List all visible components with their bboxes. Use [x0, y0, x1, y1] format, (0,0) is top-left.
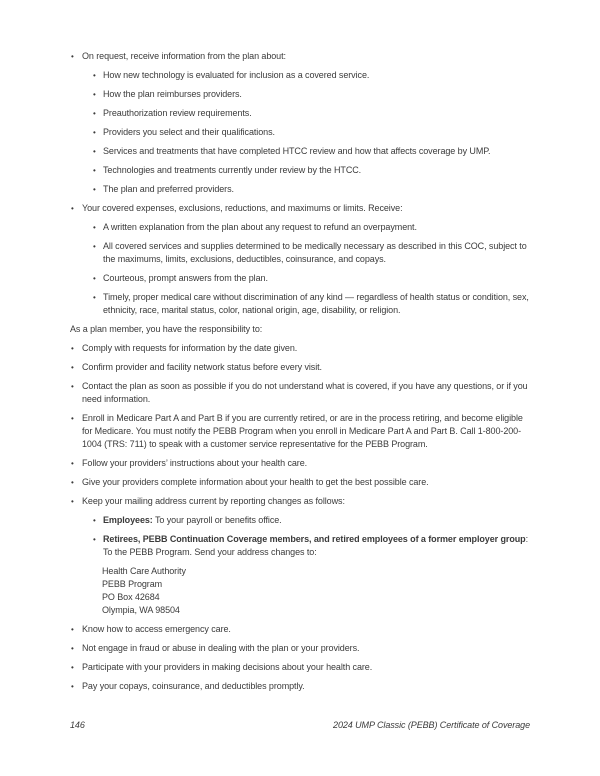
- bullet-icon: •: [71, 625, 74, 634]
- bullet-icon: •: [71, 382, 74, 391]
- list-item-text: The plan and preferred providers.: [103, 184, 234, 194]
- list-item-text: Give your providers complete information about your health to get the best possible care.: [82, 477, 429, 487]
- bullet-icon: •: [71, 414, 74, 423]
- bullet-icon: •: [93, 223, 96, 232]
- list-item-text: : To the PEBB Program. Send your address changes to:: [103, 534, 529, 557]
- bullet-icon: •: [93, 516, 96, 525]
- bullet-icon: •: [71, 497, 74, 506]
- list-item-text: On request, receive information from the plan about:: [82, 51, 286, 61]
- list-item: [92, 240, 530, 266]
- list-item-retirees: [92, 533, 530, 559]
- list-item-text: How new technology is evaluated for inclusion as a covered service.: [103, 70, 370, 80]
- bullet-icon: •: [71, 344, 74, 353]
- list-item-text: How the plan reimburses providers.: [103, 89, 242, 99]
- page-footer: [70, 719, 530, 732]
- list-item-not-engage: [70, 642, 530, 655]
- bullet-icon: •: [71, 682, 74, 691]
- list-item-text: Know how to access emergency care.: [82, 624, 231, 634]
- list-item-text: Technologies and treatments currently under review by the HTCC.: [103, 165, 362, 175]
- list-item-keep-address: [70, 495, 530, 508]
- bullet-icon: •: [93, 90, 96, 99]
- list-item: [92, 221, 530, 234]
- list-item: [92, 164, 530, 177]
- list-item-text: Services and treatments that have completed HTCC review and how that affects coverage by UMP.: [103, 146, 491, 156]
- list-item-on-request: [70, 50, 530, 63]
- list-item-covered-expenses: [70, 202, 530, 215]
- list-item-text: Enroll in Medicare Part A and Part B if you are currently retired, or are in the process retiring, and become eligible for Medicare. You must notify the PEBB Program when you enroll in Medicare Part A and Part B. Call 1-800-200-1004 (TRS: 711) to speak with a customer service representative for the PEBB Program.: [82, 413, 523, 449]
- address-line: PEBB Program: [102, 579, 163, 589]
- list-item-know: [70, 623, 530, 636]
- list-item-contact: [70, 380, 530, 406]
- list-item-give: [70, 476, 530, 489]
- bullet-icon: •: [71, 52, 74, 61]
- list-item-follow: [70, 457, 530, 470]
- list-item-bold-text: Employees:: [103, 515, 153, 525]
- list-item-text: Participate with your providers in making decisions about your health care.: [82, 662, 373, 672]
- address-line: PO Box 42684: [102, 592, 160, 602]
- list-item-text: Timely, proper medical care without discrimination of any kind — regardless of health status or condition, sex, ethnicity, race, marital status, color, national origin, age, disability, or religion.: [103, 292, 529, 315]
- list-item: [92, 291, 530, 317]
- list-item-bold-text: Retirees, PEBB Continuation Coverage members, and retired employees of a former employer group: [103, 534, 526, 544]
- list-item-employees: [92, 514, 530, 527]
- list-item: [92, 88, 530, 101]
- list-item-text: Contact the plan as soon as possible if you do not understand what is covered, if you have any questions, or if you need information.: [82, 381, 528, 404]
- list-item-text: Confirm provider and facility network status before every visit.: [82, 362, 322, 372]
- list-item: [92, 69, 530, 82]
- list-item-text: A written explanation from the plan about any request to refund an overpayment.: [103, 222, 417, 232]
- list-item-text: Providers you select and their qualifications.: [103, 127, 275, 137]
- list-item-confirm: [70, 361, 530, 374]
- list-item-text: Comply with requests for information by the date given.: [82, 343, 298, 353]
- list-item: [92, 272, 530, 285]
- page-number: 146: [70, 720, 85, 730]
- bullet-icon: •: [93, 242, 96, 251]
- bullet-icon: •: [93, 128, 96, 137]
- bullet-icon: •: [93, 293, 96, 302]
- list-item-text: Follow your providers’ instructions about your health care.: [82, 458, 308, 468]
- list-item: [92, 126, 530, 139]
- list-item-enroll: [70, 412, 530, 451]
- bullet-icon: •: [71, 459, 74, 468]
- bullet-icon: •: [93, 109, 96, 118]
- list-item-text: To your payroll or benefits office.: [152, 515, 282, 525]
- bullet-icon: •: [93, 147, 96, 156]
- bullet-icon: •: [71, 478, 74, 487]
- address-line: Health Care Authority: [102, 566, 186, 576]
- bullet-icon: •: [93, 71, 96, 80]
- bullet-icon: •: [71, 644, 74, 653]
- list-item-pay: [70, 680, 530, 693]
- address-block: [102, 565, 530, 617]
- list-item-text: Pay your copays, coinsurance, and deductibles promptly.: [82, 681, 305, 691]
- bullet-icon: •: [93, 185, 96, 194]
- bullet-icon: •: [93, 535, 96, 544]
- list-item-text: Preauthorization review requirements.: [103, 108, 252, 118]
- bullet-icon: •: [93, 274, 96, 283]
- intro-paragraph: As a plan member, you have the responsibility to:: [70, 324, 263, 334]
- list-item: [92, 183, 530, 196]
- address-line: Olympia, WA 98504: [102, 605, 180, 615]
- list-item-text: All covered services and supplies determined to be medically necessary as described in this COC, subject to the maximums, limits, exclusions, deductibles, coinsurance, and copays.: [103, 241, 527, 264]
- list-item-text: Not engage in fraud or abuse in dealing with the plan or your providers.: [82, 643, 360, 653]
- list-item-comply: [70, 342, 530, 355]
- footer-document-title: 2024 UMP Classic (PEBB) Certificate of Coverage: [333, 720, 530, 730]
- list-item-text: Keep your mailing address current by reporting changes as follows:: [82, 496, 345, 506]
- list-item-text: Courteous, prompt answers from the plan.: [103, 273, 268, 283]
- list-item-participate: [70, 661, 530, 674]
- list-item: [92, 145, 530, 158]
- list-item-text: Your covered expenses, exclusions, reductions, and maximums or limits. Receive:: [82, 203, 403, 213]
- bullet-icon: •: [71, 663, 74, 672]
- bullet-icon: •: [93, 166, 96, 175]
- list-item: [92, 107, 530, 120]
- bullet-icon: •: [71, 363, 74, 372]
- bullet-icon: •: [71, 204, 74, 213]
